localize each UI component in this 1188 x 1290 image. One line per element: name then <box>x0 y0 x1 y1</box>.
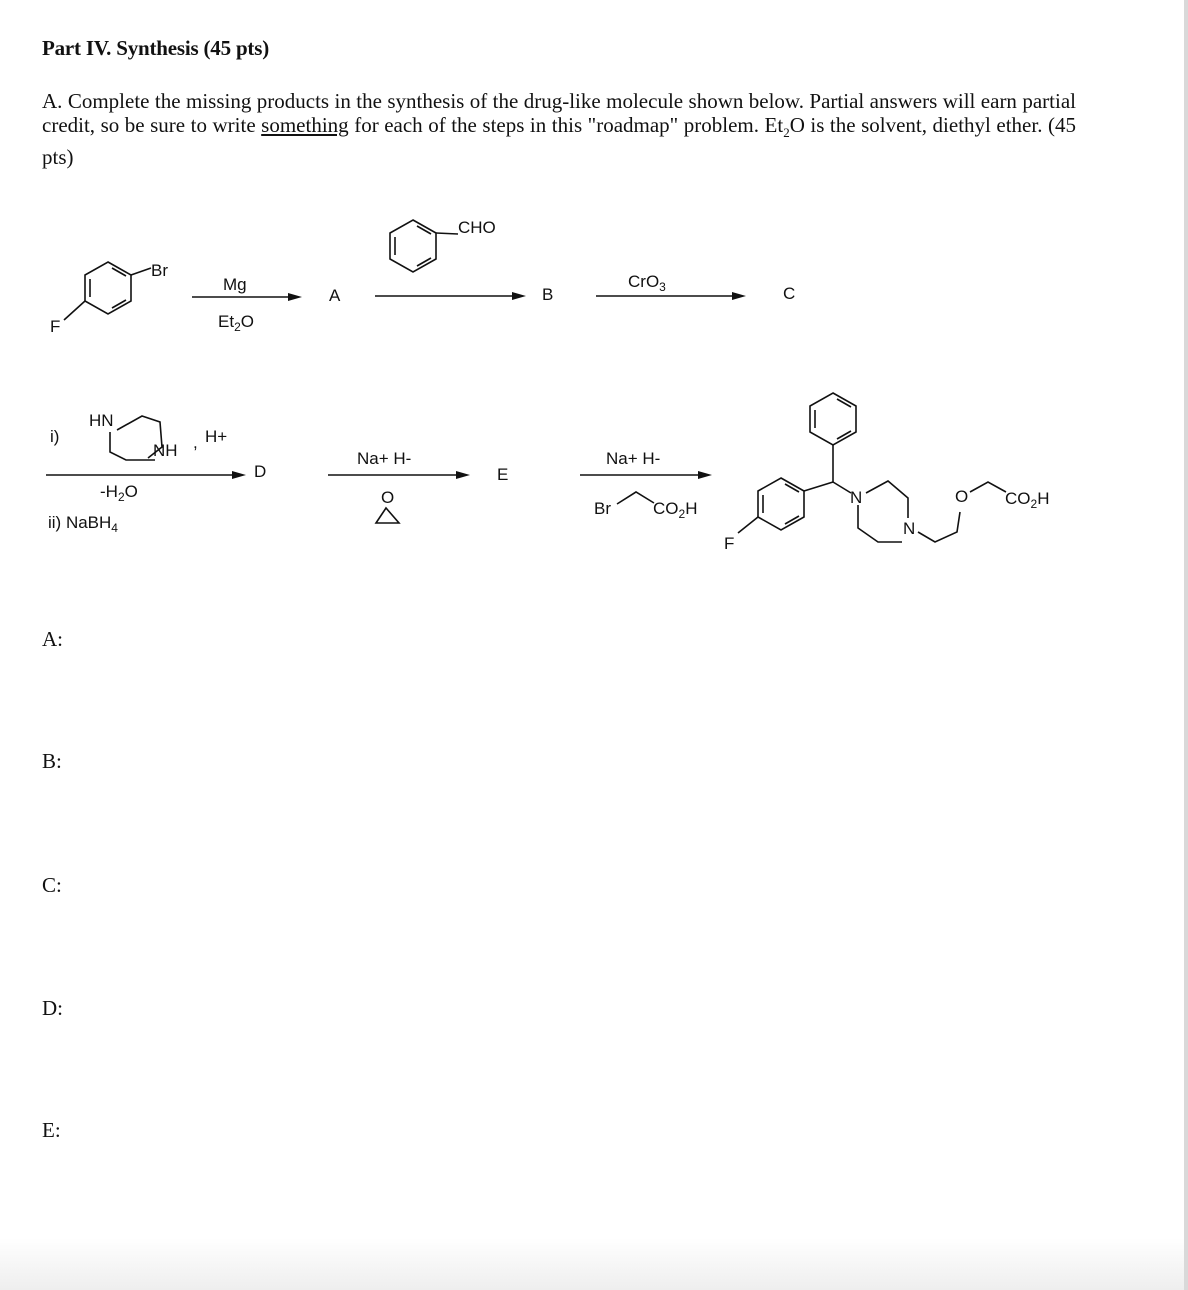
reagent-minus-water: $-H_2O$ <box>100 482 138 504</box>
benzene-ring <box>390 220 436 272</box>
final-product-molecule <box>724 393 1049 553</box>
instructions-subscript: 2 <box>783 125 790 141</box>
product-label-e: E <box>497 465 509 484</box>
bromoacetic-co2h: $CO_2H$ <box>653 499 698 521</box>
product-label-d: D <box>254 462 267 481</box>
answer-label-b: B: <box>42 749 62 773</box>
product-label-b: B <box>542 285 554 304</box>
answer-label-d: D: <box>42 996 63 1020</box>
product-label-c: C <box>783 284 796 303</box>
bromoacetic-br: Br <box>594 499 611 518</box>
reaction-arrow-6 <box>580 449 712 521</box>
reaction-arrow-4 <box>46 471 246 535</box>
fluoro-label: F <box>50 317 61 336</box>
bromo-label: Br <box>151 261 168 280</box>
product-label-a: A <box>329 286 341 305</box>
piperazine-nh-bottom: NH <box>153 441 178 460</box>
reagent-benzaldehyde <box>390 218 496 272</box>
piperazine-nh-top: HN <box>89 411 114 430</box>
fluorophenyl-ring <box>758 478 804 530</box>
instructions-part3: O is the solvent, diethyl ether. (45 pts) <box>42 113 1076 170</box>
reagent-nabh4: ii) NaBH$_4$ <box>48 513 118 535</box>
final-nitrogen-1: N <box>850 488 863 507</box>
answer-label-c: C: <box>42 873 62 897</box>
page-bottom-shadow <box>0 1238 1184 1290</box>
step-i-label: i) <box>50 427 60 446</box>
instructions-part1: A. Complete the missing products in the synthesis of the drug-like molecule shown below. Partial answers will earn partial credit, so be sure to write <box>42 89 1076 137</box>
instructions-part2: for each of the steps in this "roadmap" problem. Et <box>348 113 784 137</box>
reagent-cro3: CrO$_3$ <box>628 272 666 294</box>
section-title: Part IV. Synthesis (45 pts) <box>42 36 269 60</box>
top-phenyl-ring <box>810 393 856 445</box>
reaction-arrow-5 <box>328 449 470 523</box>
starting-material-bromofluorobenzene <box>50 261 168 336</box>
benzene-ring <box>85 262 131 314</box>
reagent-mg: Mg <box>223 275 247 294</box>
reaction-arrow-1 <box>192 275 302 334</box>
reagent-sodium-hydride: Na+ H- <box>357 449 412 468</box>
epoxide-oxygen: O <box>381 488 395 507</box>
final-co2h-label: $CO_2H$ <box>1005 489 1050 511</box>
instructions-underlined-word: something <box>261 113 349 137</box>
final-ether-oxygen: O <box>955 487 969 506</box>
final-fluoro-label: F <box>724 534 735 553</box>
final-nitrogen-2: N <box>903 519 916 538</box>
problem-instructions <box>42 89 1076 169</box>
reaction-arrow-3 <box>596 272 746 300</box>
epoxide-ring <box>376 508 399 523</box>
reagent-piperazine <box>89 411 227 460</box>
aldehyde-label: CHO <box>458 218 496 237</box>
comma-separator: , <box>193 433 198 452</box>
answer-label-a: A: <box>42 627 63 651</box>
reaction-arrow-2 <box>375 292 526 300</box>
answer-label-e: E: <box>42 1118 61 1142</box>
reagent-sodium-hydride-2: Na+ H- <box>606 449 661 468</box>
reagent-ether: $Et_2O$ <box>218 312 254 334</box>
reagent-h-plus: H+ <box>205 427 228 446</box>
synthesis-scheme <box>0 190 1188 570</box>
